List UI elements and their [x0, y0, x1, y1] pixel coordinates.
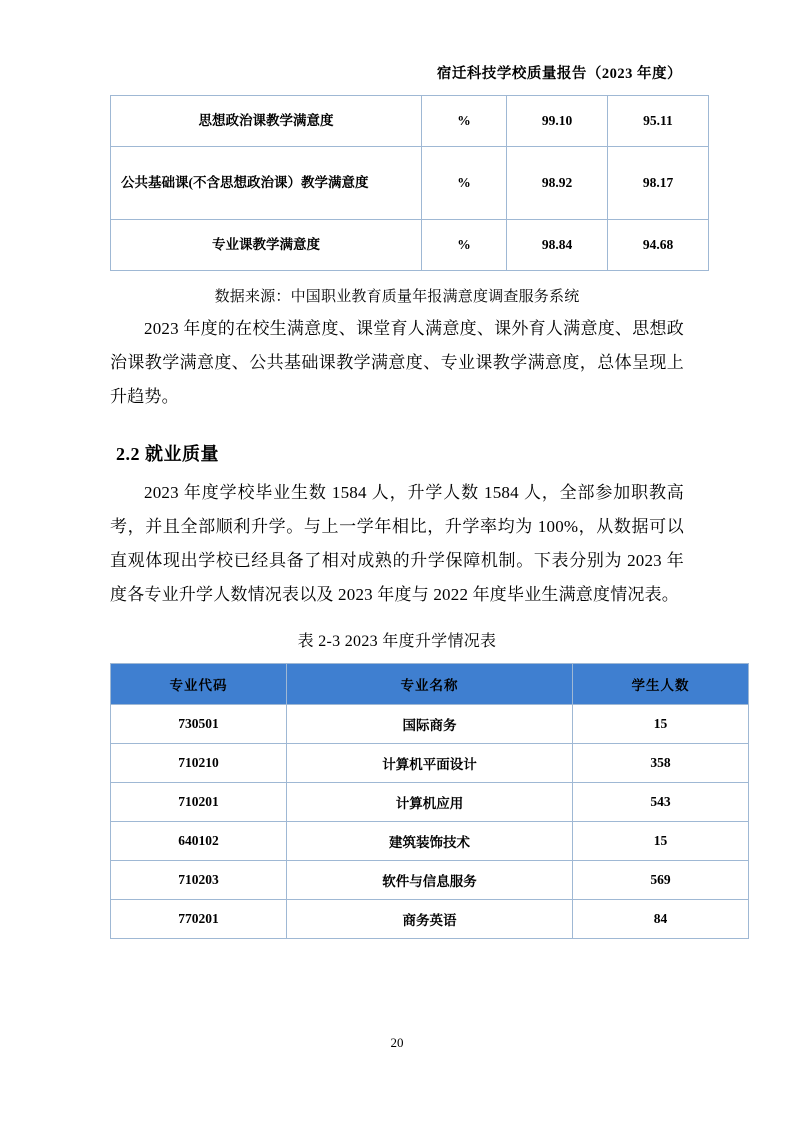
data-source-note: 数据来源：中国职业教育质量年报满意度调查服务系统: [214, 289, 580, 305]
satisfaction-row-unit: %: [422, 96, 507, 147]
enrollment-table: [110, 663, 749, 939]
page-header: [110, 0, 684, 83]
paragraph-satisfaction-summary: 2023 年度的在校生满意度、课堂育人满意度、课外育人满意度、思想政治课教学满意度、公共基础课教学满意度、专业课教学满意度，总体呈现上升趋势。: [110, 319, 684, 406]
section-heading-employment-quality: 2.2 就业质量: [116, 444, 219, 464]
table-row: [111, 96, 709, 147]
cell-major-name: 建筑装饰技术: [287, 822, 573, 861]
cell-major-code: 710201: [111, 783, 287, 822]
table-row: [111, 861, 749, 900]
column-header-student-count: 学生人数: [573, 664, 749, 705]
cell-student-count: 15: [573, 822, 749, 861]
cell-major-name: 计算机平面设计: [287, 744, 573, 783]
cell-student-count: 15: [573, 705, 749, 744]
paragraph-employment-quality: 2023 年度学校毕业生数 1584 人，升学人数 1584 人，全部参加职教高考，并且全部顺利升学。与上一学年相比，升学率均为 100%，从数据可以直观体现出学校已经具备了相对成熟的升学保障机制。下表分别为 2023 年度各专业升学人数情况表以及 2023 年度与 2022 年度毕业生满意度情况表。: [110, 483, 684, 604]
satisfaction-row-name: 公共基础课(不含思想政治课）教学满意度: [111, 147, 422, 220]
cell-major-name: 计算机应用: [287, 783, 573, 822]
satisfaction-table: [110, 95, 709, 271]
satisfaction-row-value-2: 95.11: [608, 96, 709, 147]
table-row: [111, 705, 749, 744]
table-row: [111, 900, 749, 939]
column-header-major-name: 专业名称: [287, 664, 573, 705]
page-number: 20: [390, 1035, 404, 1050]
satisfaction-row-unit: %: [422, 147, 507, 220]
table-header-row: [111, 664, 749, 705]
cell-student-count: 358: [573, 744, 749, 783]
cell-major-name: 软件与信息服务: [287, 861, 573, 900]
cell-major-name: 商务英语: [287, 900, 573, 939]
satisfaction-row-value-1: 99.10: [507, 96, 608, 147]
satisfaction-row-value-1: 98.84: [507, 220, 608, 271]
satisfaction-row-name: 专业课教学满意度: [111, 220, 422, 271]
table-row: [111, 783, 749, 822]
satisfaction-row-unit: %: [422, 220, 507, 271]
cell-major-code: 730501: [111, 705, 287, 744]
cell-major-name: 国际商务: [287, 705, 573, 744]
satisfaction-row-value-2: 94.68: [608, 220, 709, 271]
column-header-major-code: 专业代码: [111, 664, 287, 705]
cell-student-count: 84: [573, 900, 749, 939]
table-caption-enrollment: 表 2-3 2023 年度升学情况表: [297, 633, 497, 650]
satisfaction-row-value-2: 98.17: [608, 147, 709, 220]
satisfaction-row-name: 思想政治课教学满意度: [111, 96, 422, 147]
cell-major-code: 710203: [111, 861, 287, 900]
cell-student-count: 543: [573, 783, 749, 822]
table-row: [111, 822, 749, 861]
cell-major-code: 770201: [111, 900, 287, 939]
cell-major-code: 640102: [111, 822, 287, 861]
table-row: [111, 744, 749, 783]
table-row: [111, 220, 709, 271]
cell-major-code: 710210: [111, 744, 287, 783]
table-row: [111, 147, 709, 220]
page-header-title: 宿迁科技学校质量报告（2023 年度）: [436, 66, 682, 82]
cell-student-count: 569: [573, 861, 749, 900]
satisfaction-row-value-1: 98.92: [507, 147, 608, 220]
